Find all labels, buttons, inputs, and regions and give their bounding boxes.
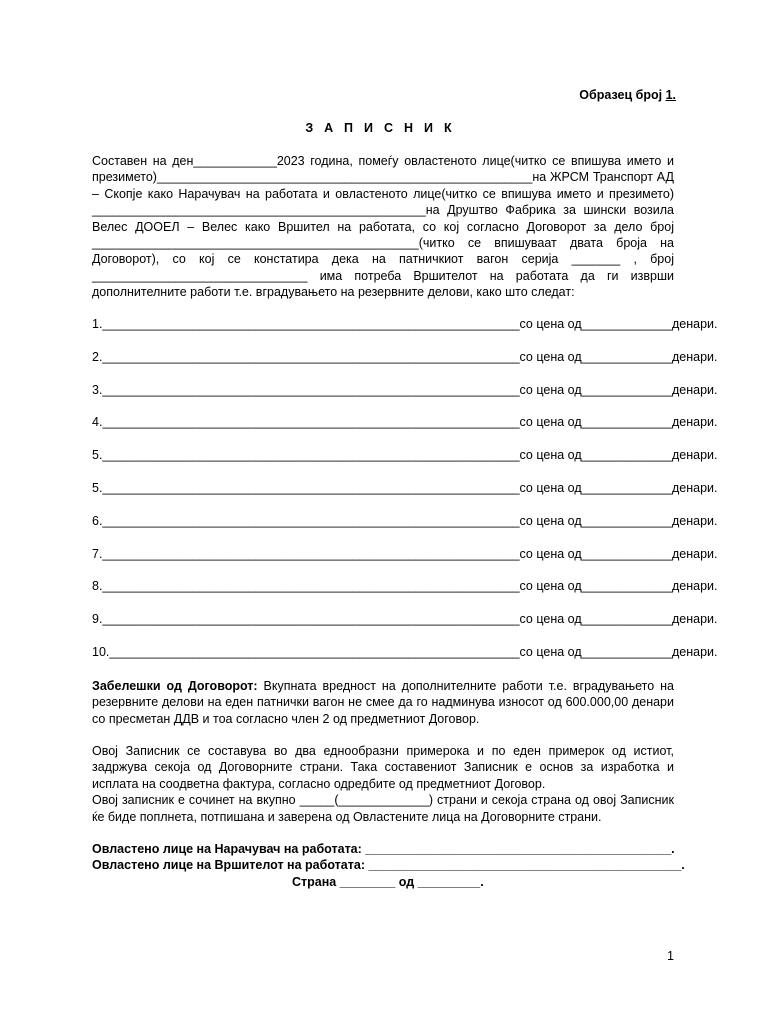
- client-signature-line: Овластено лице на Нарачувач на работата: ____________________________________________.: [92, 842, 675, 856]
- list-item: 8.____________________________________________________________со цена од_____________денари.: [92, 579, 718, 594]
- list-item: 4.____________________________________________________________со цена од_____________денари.: [92, 415, 718, 430]
- list-item: 5.____________________________________________________________со цена од_____________денари.: [92, 448, 718, 463]
- list-item: 10.___________________________________________________________со цена од_____________денари.: [92, 644, 718, 659]
- note-text: Вкупната вредност на дополнителните работи т.е. вградувањето на резервните делови на еден патнички вагон не смее да го надминува износот од 600.000,00 денари со пресметан ДДВ и тоа согласно член 2 од предметниот Договор.: [92, 679, 674, 726]
- signatures-section: [92, 841, 692, 890]
- intro-paragraph: Составен на ден____________2023 година, помеѓу овластеното лице(читко се впишува името и презимето)______________________________________________________на ЖРСМ Транспорт АД – Скопје како Нарачувач на работата и овластеното лице(читко се впишува името и презимето) ________________________________________________на Друштво Фабрика за шински возила Велес ДООЕЛ – Велес како Вршител на работата, со кој согласно Договорот за дело број _______________________________________________(читко се впишуваат двата броја на Договорот), со кој се констатира дека на патничкиот вагон серија _______ , број _______________________________ има потреба Вршителот на работата да ги изврши дополнителните работи т.е. вградувањето на резервните делови, како што следат:: [92, 154, 674, 300]
- list-item: 9.____________________________________________________________со цена од_____________денари.: [92, 612, 718, 627]
- form-number-value: 1.: [665, 88, 676, 102]
- note-heading: Забелешки од Договорот:: [92, 679, 258, 693]
- form-number-label: [579, 88, 698, 102]
- list-item: 5.____________________________________________________________со цена од_____________денари.: [92, 480, 718, 495]
- page-number: 1: [667, 949, 674, 963]
- list-item: 1.____________________________________________________________со цена од_____________денари.: [92, 317, 718, 331]
- agreement-section: [92, 743, 674, 825]
- items-list: [92, 316, 718, 677]
- contractor-signature-line: Овластено лице на Вршителот на работата: _____________________________________________.: [92, 858, 685, 873]
- form-label: Образец број: [579, 88, 663, 102]
- contract-note: [92, 678, 674, 727]
- list-item: 6.____________________________________________________________со цена од_____________денари.: [92, 513, 718, 528]
- list-item: 3.____________________________________________________________со цена од_____________денари.: [92, 382, 718, 397]
- pages-paragraph: Овој записник е сочинет на вкупно _____(_____________) страни и секоја страна од овој Записник ќе биде поплнета, потпишана и заверена од Овластените лица на Договорните страни.: [92, 793, 674, 824]
- list-item: 2.____________________________________________________________со цена од_____________денари.: [92, 349, 718, 364]
- page-count-line: Страна ________ од _________.: [292, 874, 484, 889]
- document-title: ЗАПИСНИК: [305, 121, 463, 135]
- list-item: 7.____________________________________________________________со цена од_____________денари.: [92, 546, 718, 561]
- agreement-paragraph: Овој Записник се составува во два еднообразни примерока и по еден примерок од истиот, задржува секоја од Договорните страни. Така составениот Записник е основ за изработка и исплата на соодветна фактура, согласно одредбите од предметниот Договор.: [92, 744, 674, 791]
